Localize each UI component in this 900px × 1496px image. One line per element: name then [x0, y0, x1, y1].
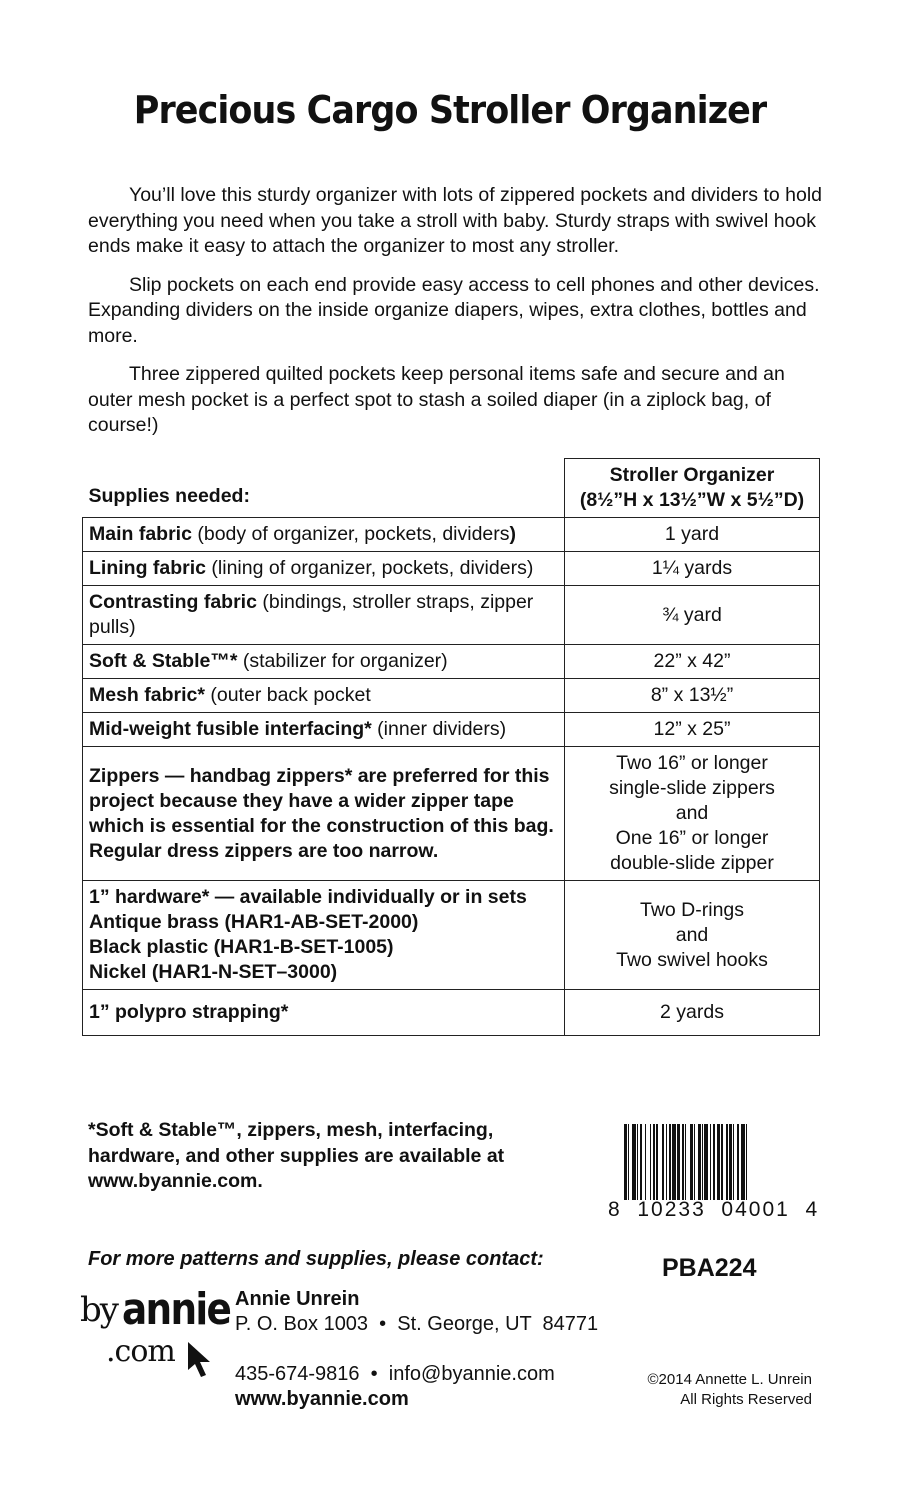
contact-heading: For more patterns and supplies, please contact:: [88, 1248, 544, 1270]
logo-annie: annie: [122, 1284, 231, 1335]
byannie-logo: [80, 1284, 231, 1388]
supply-line: 1” hardware* — available individually or in sets: [89, 886, 527, 908]
supply-detail: (lining of organizer, pockets, dividers): [206, 557, 534, 579]
intro-text: [88, 183, 823, 452]
supply-detail: (outer back pocket: [204, 684, 371, 706]
table-row: [83, 881, 820, 990]
table-row: [83, 747, 820, 881]
logo-by: by: [80, 1290, 117, 1330]
address-block: [235, 1287, 598, 1337]
table-row: [83, 713, 820, 747]
supply-line: Black plastic (HAR1-B-SET-1005): [89, 936, 394, 958]
supply-amount: 12” x 25”: [565, 713, 820, 747]
supply-amount: 2 yards: [565, 990, 820, 1036]
amount-line: single-slide zippers: [609, 777, 775, 799]
supply-amount: 1 yard: [565, 518, 820, 552]
supply-name: Main fabric: [89, 523, 192, 545]
amount-line: Two D-rings: [639, 898, 745, 921]
amount-line: One 16” or longer: [615, 827, 769, 849]
supply-amount: 8” x 13½”: [565, 679, 820, 713]
table-row: [83, 518, 820, 552]
table-row: [83, 645, 820, 679]
contact-details: [235, 1362, 555, 1412]
postal-address: P. O. Box 1003 • St. George, UT 84771: [235, 1313, 599, 1335]
supply-amount: [565, 881, 820, 990]
amount-line: Two 16” or longer: [616, 752, 768, 774]
logo-com: .com: [106, 1334, 175, 1369]
supply-name: Lining fabric: [89, 557, 206, 579]
supply-item: [83, 518, 565, 552]
page-title: Precious Cargo Stroller Organizer: [133, 88, 767, 132]
copyright-notice: [610, 1370, 812, 1410]
supplies-needed-header: Supplies needed:: [83, 459, 565, 518]
supply-detail: (body of organizer, pockets, dividers: [191, 523, 510, 545]
supplies-footnote: *Soft & Stable™, zippers, mesh, interfacing, hardware, and other supplies are available at www.byannie.com.: [88, 1119, 505, 1192]
supply-item: [83, 679, 565, 713]
intro-paragraph-1: You’ll love this sturdy organizer with lots of zippered pockets and dividers to hold everything you need when you take a stroll with baby. Sturdy straps with swivel hook ends make it easy to attach the organizer to most any stroller.: [88, 184, 822, 257]
supply-item: [83, 713, 565, 747]
amount-line: and: [675, 923, 709, 946]
supply-name: Contrasting fabric: [89, 591, 257, 613]
supply-line: Antique brass (HAR1-AB-SET-2000): [89, 911, 419, 933]
supply-amount: [565, 747, 820, 881]
contact-name: Annie Unrein: [235, 1288, 360, 1310]
table-row: [83, 679, 820, 713]
table-row: [83, 990, 820, 1036]
supply-detail: (stabilizer for organizer): [237, 650, 448, 672]
supplies-table: [82, 458, 820, 1036]
supply-detail: (bindings, stroller straps, zipper pulls): [89, 591, 534, 638]
supply-name: Soft & Stable™*: [89, 650, 238, 672]
amount-line: double-slide zipper: [610, 852, 774, 874]
supply-item: [83, 747, 565, 881]
supply-detail-end: ): [509, 523, 517, 545]
website: www.byannie.com: [235, 1388, 409, 1410]
supply-detail: (inner dividers): [371, 718, 507, 740]
table-row: [83, 552, 820, 586]
supply-name: 1” polypro strapping*: [89, 1001, 289, 1023]
supply-item: [83, 990, 565, 1036]
header-line-1: Stroller Organizer: [609, 464, 775, 486]
table-header-row: [83, 459, 820, 518]
supply-amount: 1¼ yards: [565, 552, 820, 586]
barcode-bar: [747, 1124, 750, 1200]
product-code: PBA224: [662, 1254, 757, 1282]
header-line-2: (8½”H x 13½”W x 5½”D): [579, 489, 805, 511]
barcode-number: 8 10233 04001 4: [608, 1198, 820, 1221]
amount-line: and: [675, 802, 709, 824]
table-row: [83, 586, 820, 645]
amount-line: Two swivel hooks: [616, 948, 768, 971]
copyright-line-2: All Rights Reserved: [680, 1391, 812, 1408]
supply-amount: ¾ yard: [565, 586, 820, 645]
barcode-image: [624, 1124, 810, 1200]
phone-email: 435-674-9816 • info@byannie.com: [235, 1363, 555, 1385]
copyright-line-1: ©2014 Annette L. Unrein: [647, 1371, 812, 1388]
supply-name: Mesh fabric*: [89, 684, 205, 706]
supply-line: Nickel (HAR1-N-SET–3000): [89, 961, 338, 983]
intro-paragraph-3: Three zippered quilted pockets keep personal items safe and secure and an outer mesh pocket is a perfect spot to stash a soiled diaper (in a ziplock bag, of course!): [88, 363, 785, 436]
stroller-organizer-header: [565, 459, 820, 518]
supply-item: [83, 645, 565, 679]
supply-amount: 22” x 42”: [565, 645, 820, 679]
intro-paragraph-2: Slip pockets on each end provide easy access to cell phones and other devices. Expanding dividers on the inside organize diapers, wipes, extra clothes, bottles and more.: [88, 273, 820, 347]
cursor-arrow-icon: [186, 1340, 216, 1380]
supply-item: [83, 881, 565, 990]
supply-name: Mid-weight fusible interfacing*: [89, 718, 372, 740]
supply-item: [83, 586, 565, 645]
supply-item: [83, 552, 565, 586]
supply-name: Zippers — handbag zippers* are preferred for this project because they have a wider zipper tape which is essential for the construction of this bag. Regular dress zippers are too narrow.: [89, 764, 554, 862]
